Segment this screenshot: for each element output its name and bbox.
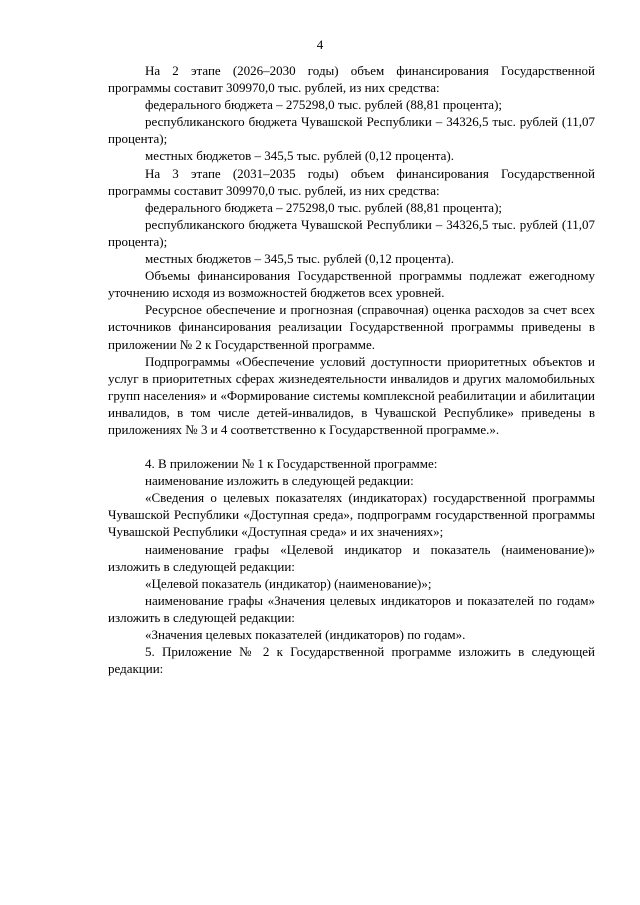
paragraph-stage3-intro: На 3 этапе (2031–2035 годы) объем финансирования Государственной программы составит 309970,0 тыс. рублей, из них средства: bbox=[108, 165, 595, 198]
paragraph-stage3-federal: федерального бюджета – 275298,0 тыс. рублей (88,81 процента); bbox=[145, 199, 503, 215]
paragraph-stage3-republic: республиканского бюджета Чувашской Республики – 34326,5 тыс. рублей (11,07 процента); bbox=[108, 216, 595, 249]
paragraph-column-values-edit: наименование графы «Значения целевых индикаторов и показателей по годам» изложить в следующей редакции: bbox=[108, 592, 595, 625]
paragraph-stage2-federal: федерального бюджета – 275298,0 тыс. рублей (88,81 процента); bbox=[145, 97, 503, 113]
paragraph-column-indicator-edit: наименование графы «Целевой индикатор и показатель (наименование)» изложить в следующей редакции: bbox=[108, 541, 595, 574]
document-body bbox=[108, 62, 595, 677]
paragraph-title-edit: наименование изложить в следующей редакции: bbox=[145, 473, 414, 489]
paragraph-stage2-intro: На 2 этапе (2026–2030 годы) объем финансирования Государственной программы составит 309970,0 тыс. рублей, из них средства: bbox=[108, 63, 595, 96]
paragraph-funding-adjustment: Объемы финансирования Государственной программы подлежат ежегодному уточнению исходя из возможностей бюджетов всех уровней. bbox=[108, 268, 595, 301]
paragraph-column-indicator-new: «Целевой показатель (индикатор) (наименование)»; bbox=[145, 575, 432, 591]
paragraph-stage2-local: местных бюджетов – 345,5 тыс. рублей (0,12 процента). bbox=[145, 148, 454, 164]
paragraph-resource-provision: Ресурсное обеспечение и прогнозная (справочная) оценка расходов за счет всех источников финансирования реализации Государственной программы приведены в приложении № 2 к Государственной программе. bbox=[108, 302, 595, 352]
paragraph-stage3-local: местных бюджетов – 345,5 тыс. рублей (0,12 процента). bbox=[145, 251, 454, 267]
page-number: 4 bbox=[316, 37, 324, 52]
paragraph-new-title: «Сведения о целевых показателях (индикаторах) государственной программы Чувашской Республики «Доступная среда», подпрограмм государственной программы Чувашской Республики «Доступная среда» и их значениях»; bbox=[108, 490, 595, 540]
paragraph-subprograms: Подпрограммы «Обеспечение условий доступности приоритетных объектов и услуг в приоритетных сферах жизнедеятельности инвалидов и других маломобильных групп населения» и «Формирование системы комплексной реабилитации и абилитации инвалидов, в том числе детей-инвалидов, в Чувашской Республике» приведены в приложениях № 3 и 4 соответственно к Государственной программе.». bbox=[108, 353, 595, 437]
paragraph-item-4: 4. В приложении № 1 к Государственной программе: bbox=[145, 456, 438, 472]
paragraph-column-values-new: «Значения целевых показателей (индикаторов) по годам». bbox=[145, 627, 466, 642]
paragraph-item-5: 5. Приложение № 2 к Государственной программе изложить в следующей редакции: bbox=[108, 644, 595, 677]
paragraph-stage2-republic: республиканского бюджета Чувашской Республики – 34326,5 тыс. рублей (11,07 процента); bbox=[108, 114, 595, 147]
